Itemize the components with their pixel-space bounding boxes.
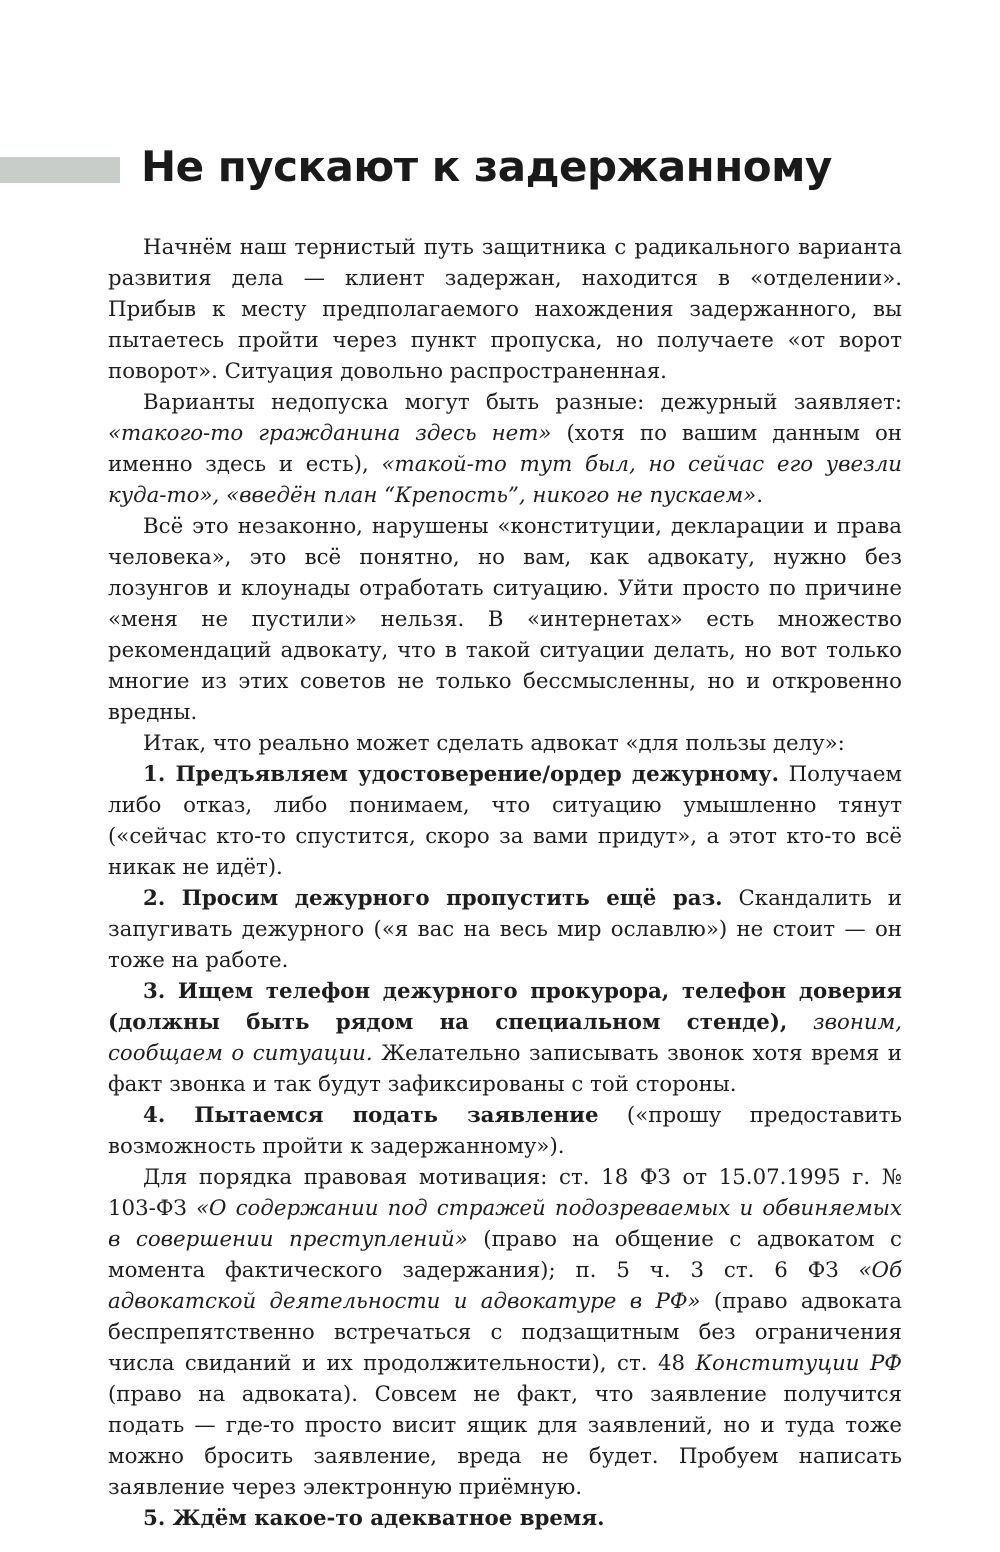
step-5-title: 5. Ждём какое-то адекватное время. xyxy=(143,1506,605,1531)
variants-text-2: (хотя по вашим данным он именно здесь и есть), xyxy=(108,421,902,477)
legal-text-3: (право адвоката беспрепятственно встречаться с подзащитным без ограничения числа свиданий и их продолжительности), ст. 48 xyxy=(108,1289,902,1376)
step-3 xyxy=(108,976,902,1100)
legal-text-2: (право на общение с адвокатом с момента фактического задержания); п. 5 ч. 3 ст. 6 ФЗ xyxy=(108,1227,902,1283)
step-1-title: 1. Предъявляем удостоверение/ордер дежурному. xyxy=(143,762,780,787)
paragraph-so: Итак, что реально может сделать адвокат «для пользы делу»: xyxy=(143,731,845,756)
variants-text-3: . xyxy=(756,483,763,508)
step-2 xyxy=(108,883,902,976)
heading-accent-bar xyxy=(0,157,120,183)
variants-quote-2: «такой-то тут был, но сейчас его увезли куда-то», «введён план “Крепость”, никого не пускаем» xyxy=(108,452,903,508)
step-1-text: Получаем либо отказ, либо понимаем, что ситуацию умышленно тянут («сейчас кто-то спустится, скоро за вами придут», а этот кто-то всё никак не идёт). xyxy=(108,762,902,880)
variants-text-1: Варианты недопуска могут быть разные: дежурный заявляет: xyxy=(143,390,902,415)
paragraph-legal xyxy=(108,1162,902,1503)
step-4-text: («прошу предоставить возможность пройти к задержанному»). xyxy=(108,1103,902,1159)
legal-law-2: «Об адвокатской деятельности и адвокатуре в РФ» xyxy=(108,1258,902,1314)
legal-law-3: Конституции РФ xyxy=(695,1351,902,1376)
legal-text-1: Для порядка правовая мотивация: ст. 18 ФЗ от 15.07.1995 г. № 103-ФЗ xyxy=(108,1165,902,1221)
step-4 xyxy=(108,1100,902,1162)
step-3-text: Желательно записывать звонок хотя время и факт звонка и так будут зафиксированы с той стороны. xyxy=(108,1041,902,1097)
legal-law-1: «О содержании под стражей подозреваемых и обвиняемых в совершении преступлений» xyxy=(108,1196,903,1252)
step-1 xyxy=(108,759,902,883)
paragraph-intro: Начнём наш тернистый путь защитника с радикального варианта развития дела — клиент задержан, находится в «отделении». Прибыв к месту предполагаемого нахождения задержанного, вы пытаетесь пройти через пункт пропуска, но получаете «от ворот поворот». Ситуация довольно распространенная. xyxy=(108,235,902,384)
page-title: Не пускают к задержанному xyxy=(141,142,832,191)
article-body xyxy=(108,232,902,1534)
step-3-italic: звоним, сообщаем о ситуации. xyxy=(108,1010,902,1066)
paragraph-illegal: Всё это незаконно, нарушены «конституции, декларации и права человека», это всё понятно, но вам, как адвокату, нужно без лозунгов и клоунады отработать ситуацию. Уйти просто по причине «меня не пустили» нельзя. В «интернетах» есть множество рекомендаций адвокату, что в такой ситуации делать, но вот только многие из этих советов не только бессмысленны, но и откровенно вредны. xyxy=(108,514,902,725)
paragraph-variants xyxy=(108,387,902,511)
step-2-title: 2. Просим дежурного пропустить ещё раз. xyxy=(143,886,723,911)
variants-quote-1: «такого-то гражданина здесь нет» xyxy=(108,421,552,446)
legal-text-4: (право на адвоката). Совсем не факт, что заявление получится подать — где-то просто висит ящик для заявлений, но и туда тоже можно бросить заявление, вреда не будет. Пробуем написать заявление через электронную приёмную. xyxy=(108,1382,902,1500)
step-2-text: Скандалить и запугивать дежурного («я вас на весь мир ославлю») не стоит — он тоже на работе. xyxy=(108,886,902,973)
step-4-title: 4. Пытаемся подать заявление xyxy=(143,1103,599,1128)
step-3-title: 3. Ищем телефон дежурного прокурора, телефон доверия (должны быть рядом на специальном стенде), xyxy=(108,979,902,1035)
step-5 xyxy=(108,1503,902,1534)
